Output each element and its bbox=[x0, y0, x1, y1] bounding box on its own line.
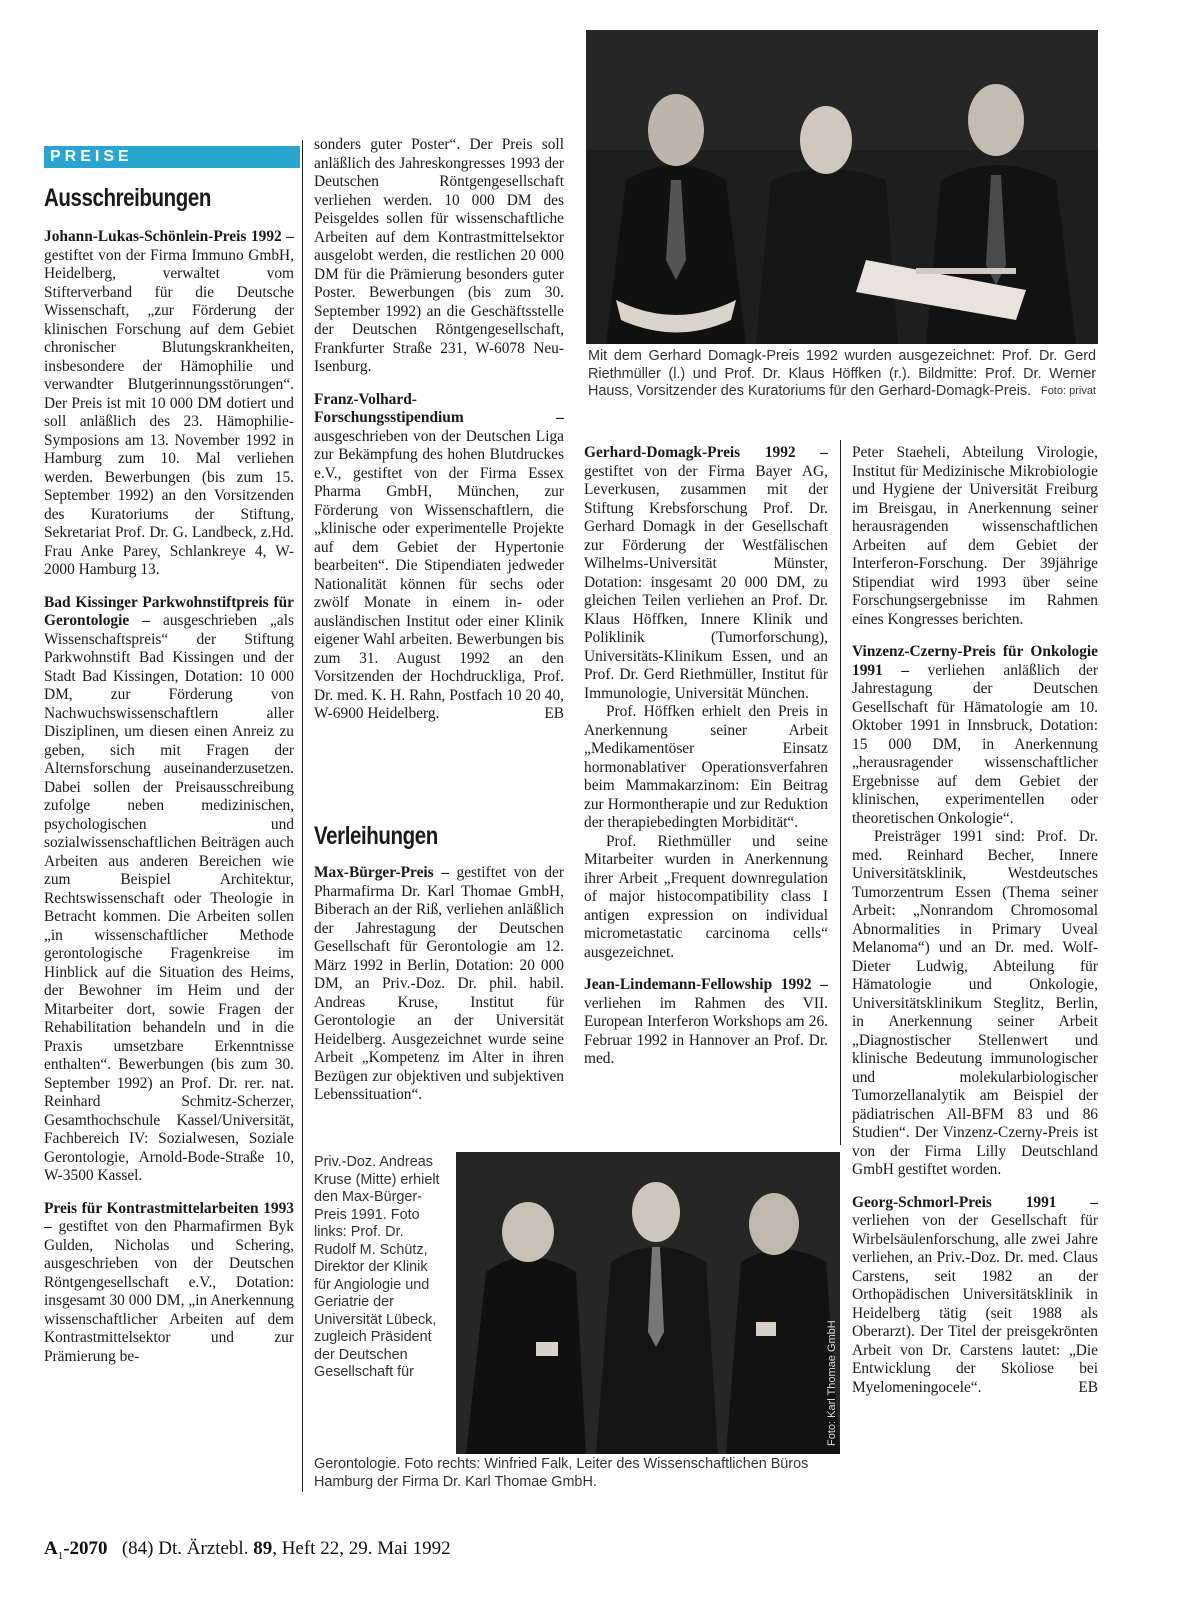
text-riethmueller: Prof. Riethmüller und seine Mitarbeiter wurden in Anerkennung ihrer Arbeit „Frequent downregulation of major histocompatibility class I antigen expression on individual micrometastatic carcinoma cells“ ausgezeichnet. bbox=[584, 832, 828, 961]
article-hoeffken bbox=[584, 703, 828, 833]
footer-journal: (84) Dt. Ärztebl. bbox=[121, 1538, 249, 1559]
text-volhard: ausgeschrieben von der Deutschen Liga zur Bekämpfung des hohen Blutdruckes e.V., gestiftet von der Firma Essex Pharma GmbH, München, zur Förderung von Wissenschaftlern, die „klinische oder experimentelle Projekte auf dem Gebiet der Hypertonie bearbeiten“. Die Stipendiaten jedweder Nationalität können für sechs oder zwölf Monate in einem in- oder ausländischen Institut oder einer Klinik eigener Wahl arbeiten. Bewerbungen bis zum 31. August 1992 an den Vorsitzenden der Hochdruckliga, Prof. Dr. med. K. H. Rahn, Postfach 10 20 40, W-6900 Heidelberg. bbox=[314, 427, 564, 722]
footer-issue: , Heft 22, 29. Mai 1992 bbox=[272, 1538, 451, 1559]
lead-schoenlein: Johann-Lukas-Schönlein-Preis 1992 – bbox=[44, 228, 294, 245]
heading-ausschreibungen: Ausschreibungen bbox=[44, 184, 211, 212]
text-staeheli: Peter Staeheli, Abteilung Virologie, Institut für Medizinische Mikrobiologie und Hygiene der Universität Freiburg im Breisgau, in Anerkennung seiner herausragenden wissenschaftlichen Arbeiten auf dem Gebiet der Interferon-Forschung. Der 39jährige Stipendiat wird 1993 über seine Forschungsergebnisse im Rahmen eines Kongresses berichten. bbox=[852, 444, 1098, 628]
article-staeheli bbox=[852, 444, 1098, 629]
article-volhard bbox=[314, 391, 564, 724]
lead-max-buerger: Max-Bürger-Preis – bbox=[314, 864, 449, 881]
column-rule-1 bbox=[302, 140, 303, 1492]
column-rule-3 bbox=[840, 440, 841, 1145]
text-schmorl: verliehen von der Gesellschaft für Wirbelsäulenforschung, alle zwei Jahre verliehen, an Priv.-Doz. Dr. med. Claus Carstens, seit 1982 an der Orthopädischen Universitätsklinik in Heidelberg tätig (seit 1988 als Oberarzt). Der Titel der preisgekrönten Arbeit von Dr. Carstens lautet: „Die Entwicklung der Skoliose bei Myelomeningocele“. bbox=[852, 1212, 1098, 1396]
caption-domagk-text: Mit dem Gerhard Domagk-Preis 1992 wurden ausgezeichnet: Prof. Dr. Gerd Riethmüller (l.) und Prof. Dr. Klaus Höffken (r.). Bildmitte: Prof. Dr. Werner Hauss, Vorsitzender des Kuratoriums für den Gerhard-Domagk-Preis. bbox=[588, 348, 1096, 399]
text-kissingen: ausgeschrieben „als Wissenschaftspreis“ der Stiftung Parkwohnstift Bad Kissingen und der Stadt Bad Kissingen, Dotation: 10 000 DM, zur Förderung von Nachwuchswissenschaftlern aller Disziplinen, um diesen einen Anreiz zu geben, sich mit Fragen der Alternsforschung auseinanderzusetzen. Dabei sollen der Preisausschreibung zufolge neben medizinischen, psychologischen und sozialwissenschaftlichen Beiträgen auch Arbeiten aus anderen Bereichen wie zum Beispiel Architektur, Rechtswissenschaft oder Theologie in Betracht kommen. Die Arbeiten sollen „in wissenschaftlicher Methode gerontologische Fragenkreise im Hinblick auf die Situation des Heims, der Bewohner im Heim und der Mitarbeiter dort, sowie Fragen der Rehabilitation behandeln und in die Praxis umsetzbare Erkenntnisse enthalten“. Bewerbungen (bis zum 30. September 1992) an Prof. Dr. rer. nat. Reinhard Schmitz-Scherzer, Gesamthochschule Kassel/Universität, Fachbereich IV: Sozialwesen, Soziale Gerontologie, Arnold-Bode-Straße 10, W-3500 Kassel. bbox=[44, 612, 294, 1184]
photo-domagk-image bbox=[586, 30, 1098, 344]
article-schmorl bbox=[852, 1194, 1098, 1398]
article-domagk bbox=[584, 444, 828, 703]
photo-credit-privat: Foto: privat bbox=[1040, 385, 1096, 397]
text-kontrastmittel: gestiftet von den Pharmafirmen Byk Gulden, Nicholas und Schering, ausgeschrieben von der Deutschen Röntgengesellschaft e.V., Dotation: insgesamt 30 000 DM, „in Anerkennung wissenschaftlicher Arbeiten auf dem Kontrastmittelsektor und zur Prämierung be- bbox=[44, 1218, 294, 1365]
page-footer bbox=[44, 1538, 451, 1562]
text-czerny: verliehen anläßlich der Jahrestagung der Deutschen Gesellschaft für Hämatologie am 10. Oktober 1991 in Innsbruck, Dotation: 15 000 DM, in Anerkennung „herausragender wissenschaftlicher Ergebnisse auf dem Gebiet der klinischen, experimentellen oder theoretischen Onkologie“. bbox=[852, 661, 1098, 827]
article-riethmueller bbox=[584, 833, 828, 963]
article-czerny-winners bbox=[852, 828, 1098, 1180]
article-kontrastmittel bbox=[44, 1200, 294, 1367]
heading-verleihungen: Verleihungen bbox=[314, 822, 438, 850]
text-domagk: gestiftet von der Firma Bayer AG, Leverkusen, zusammen mit der Stiftung Krebsforschung Prof. Dr. Gerhard Domagk in der Gesellschaft zur Förderung der Westfälischen Wilhelms-Universität Münster, Dotation: insgesamt 20 000 DM, zu gleichen Teilen verliehen an Prof. Dr. Klaus Höffken, Innere Klinik und Poliklinik (Tumorforschung), Universitäts-Klinikum Essen, und an Prof. Dr. Gerd Riethmüller, Institut für Immunologie, Universität München. bbox=[584, 462, 828, 702]
column-3 bbox=[584, 444, 828, 1083]
article-max-buerger bbox=[314, 864, 564, 1105]
lead-domagk: Gerhard-Domagk-Preis 1992 – bbox=[584, 444, 828, 461]
photo-domagk-award bbox=[586, 30, 1098, 344]
lead-kontrastmittel: Preis für Kontrastmittelarbeiten 1993 – bbox=[44, 1199, 294, 1235]
caption-kruse-bottom-text: Gerontologie. Foto rechts: Winfried Falk, Leiter des Wissenschaftlichen Büros Hamburg der Firma Dr. Karl Thomae GmbH. bbox=[314, 1456, 809, 1490]
footer-page-letter: A bbox=[44, 1538, 58, 1559]
caption-domagk-photo bbox=[588, 348, 1096, 401]
lead-lindemann: Jean-Lindemann-Fellowship 1992 – bbox=[584, 976, 828, 993]
signature-eb-1: EB bbox=[544, 705, 564, 722]
photo-max-buerger-award bbox=[456, 1152, 840, 1454]
column-1 bbox=[44, 228, 294, 1380]
article-kontrastmittel-cont bbox=[314, 136, 564, 377]
text-kontrastmittel-cont: sonders guter Poster“. Der Preis soll anläßlich des Jahreskongresses 1993 der Deutschen Röntgengesellschaft verliehen werden. 10 000 DM des Peisgeldes sollen für wissenschaftliche Arbeiten auf dem Kontrastmittelsektor ausgelobt werden, die restlichen 20 000 DM für die Prämierung besonders guter Poster. Bewerbungen (bis zum 30. September 1992) an die Geschäftsstelle der Deutschen Röntgengesellschaft, Frankfurter Straße 231, W-6078 Neu-Isenburg. bbox=[314, 136, 564, 375]
text-max-buerger: gestiftet von der Pharmafirma Dr. Karl Thomae GmbH, Biberach an der Riß, verliehen anläßlich der Jahrestagung der Deutschen Gesellschaft für Gerontologie am 12. März 1992 in Berlin, Dotation: 20 000 DM, an Priv.-Doz. Dr. phil. habil. Andreas Kruse, Institut für Gerontologie an der Universität Heidelberg. Ausgezeichnet wurde seine Arbeit „Kompetenz im Alter in ihren Bezügen zur objektiven und subjektiven Lebenssituation“. bbox=[314, 864, 564, 1103]
photo-credit-thomae: Foto: Karl Thomae GmbH bbox=[826, 1320, 838, 1446]
lead-kissingen: Bad Kissinger Parkwohnstiftpreis für Gerontologie – bbox=[44, 593, 294, 629]
lead-volhard: Franz-Volhard-Forschungsstipendium – bbox=[314, 390, 564, 426]
article-lindemann bbox=[584, 976, 828, 1069]
column-2 bbox=[314, 136, 564, 738]
text-czerny-winners: Preisträger 1991 sind: Prof. Dr. med. Reinhard Becher, Innere Universitätsklinik, Westdeutsches Tumorzentrum Essen (Thema seiner Arbeit: „Nonrandom Chromosomal Abnormalities in Primary Uveal Melanoma“) und an Dr. med. Wolf-Dieter Ludwig, Abteilung für Hämatologie und Onkologie, Universitätsklinikum Steglitz, Berlin, in Anerkennung seiner Arbeit „Diagnostischer Stellenwert und klinische Bedeutung immunologischer und molekularbiologischer Tumorzellanalytik am Beispiel der pädiatrischen All-BFM 83 und 86 Studien“. Der Vinzenz-Czerny-Preis ist von der Firma Lilly Deutschland GmbH gestiftet worden. bbox=[852, 828, 1098, 1178]
footer-page-sub: 1 bbox=[57, 1549, 64, 1562]
article-kissingen bbox=[44, 594, 294, 1186]
article-czerny bbox=[852, 643, 1098, 828]
column-4 bbox=[852, 444, 1098, 1411]
lead-czerny: Vinzenz-Czerny-Preis für Onkologie 1991 – bbox=[852, 643, 1098, 679]
text-lindemann: verliehen im Rahmen des VII. European Interferon Workshops am 26. Februar 1992 in Hannover an Prof. Dr. med. bbox=[584, 994, 828, 1067]
caption-kruse-bottom bbox=[314, 1456, 840, 1491]
section-label: PREISE bbox=[44, 146, 300, 168]
text-schoenlein: gestiftet von der Firma Immuno GmbH, Heidelberg, verwaltet vom Stifterverband für die Deutsche Wissenschaft, „zur Förderung der klinischen Forschung auf dem Gebiet chronischer Blutungskrankheiten, insbesondere der Hämophilie und verwandter Blutgerinnungsstörungen“. Der Preis ist mit 10 000 DM dotiert und soll anläßlich des 23. Hämophilie-Symposions am 13. November 1992 in Hamburg zum 10. Mal verliehen werden. Bewerbungen (bis zum 15. September 1992) an den Vorsitzenden des Kuratoriums der Stiftung, Sekretariat Prof. Dr. G. Landbeck, z.Hd. Frau Anke Parey, Schlankreye 4, W-2000 Hamburg 13. bbox=[44, 246, 294, 578]
lead-schmorl: Georg-Schmorl-Preis 1991 – bbox=[852, 1193, 1098, 1211]
article-schoenlein bbox=[44, 228, 294, 580]
footer-page-number: -2070 bbox=[63, 1538, 108, 1559]
column-2-lower bbox=[314, 864, 564, 1119]
caption-kruse-side-text: Priv.-Doz. Andreas Kruse (Mitte) erhielt den Max-Bürger-Preis 1991. Foto links: Prof. Dr. Rudolf M. Schütz, Direktor der Klinik für Angiologie und Geriatrie der Universität Lübeck, zugleich Präsident der Deutschen Gesellschaft für bbox=[314, 1154, 440, 1380]
footer-volume: 89 bbox=[253, 1538, 273, 1559]
text-hoeffken: Prof. Höffken erhielt den Preis in Anerkennung seiner Arbeit „Medikamentöser Einsatz hormonablativer Operationsverfahren beim Mammakarzinom: Ein Beitrag zur Hormontherapie und zur Reduktion der therapiebedingten Morbidität“. bbox=[584, 703, 828, 831]
caption-kruse-side bbox=[314, 1154, 444, 1382]
photo-max-buerger-image bbox=[456, 1152, 840, 1454]
signature-eb-2: EB bbox=[1078, 1378, 1098, 1396]
